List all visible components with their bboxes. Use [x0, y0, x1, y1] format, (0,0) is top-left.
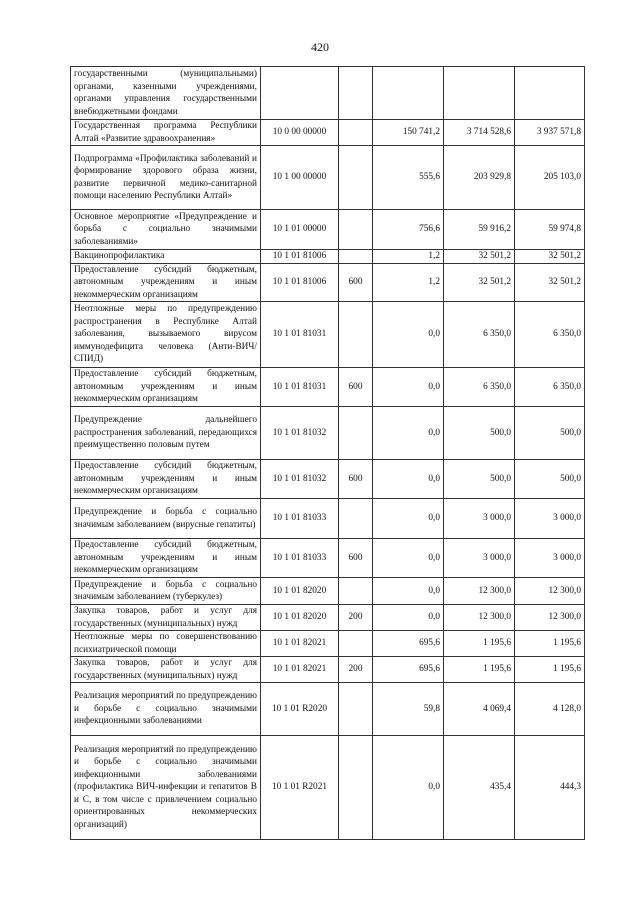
row-value-3: 32 501,2	[515, 250, 585, 264]
row-name: Предоставление субсидий бюджетным, автономным учреждениям и иным некоммерческим организациям	[71, 539, 261, 578]
row-name: Предоставление субсидий бюджетным, автономным учреждениям и иным некоммерческим организациям	[71, 263, 261, 302]
row-value-2: 203 929,8	[444, 146, 515, 210]
table-row	[71, 407, 585, 460]
row-value-1: 0,0	[373, 368, 444, 407]
row-code: 10 0 00 00000	[261, 120, 339, 146]
page-number: 420	[311, 40, 329, 54]
row-name: Неотложные меры по совершенствованию психиатрической помощи	[71, 631, 261, 657]
table-row	[71, 120, 585, 146]
row-value-1: 555,6	[373, 146, 444, 210]
row-type	[339, 499, 373, 539]
row-code: 10 1 01 81006	[261, 263, 339, 302]
row-name: Реализация мероприятий по предупреждению и борьбе с социально значимыми инфекционными заболеваниями	[71, 683, 261, 736]
table-row	[71, 146, 585, 210]
row-name: Предупреждение дальнейшего распространения заболеваний, передающихся преимущественно половым путем	[71, 407, 261, 460]
row-code: 10 1 01 82020	[261, 578, 339, 605]
row-value-2: 6 350,0	[444, 302, 515, 368]
table-row	[71, 460, 585, 499]
row-name: Реализация мероприятий по предупреждению и борьбе с социально значимыми инфекционными заболеваниями (профилактика ВИЧ-инфекции и гепатитов B и C, в том числе с привлечением социально ориентированных некоммерческих организаций)	[71, 736, 261, 840]
row-value-1: 150 741,2	[373, 120, 444, 146]
row-code	[261, 67, 339, 120]
row-value-3: 12 300,0	[515, 605, 585, 631]
row-value-3: 12 300,0	[515, 578, 585, 605]
row-value-1: 695,6	[373, 657, 444, 683]
row-code: 10 1 01 81032	[261, 460, 339, 499]
row-type: 600	[339, 263, 373, 302]
row-name: Подпрограмма «Профилактика заболеваний и формирование здорового образа жизни, развитие первичной медико-санитарной помощи населению Республики Алтай»	[71, 146, 261, 210]
row-code: 10 1 01 82020	[261, 605, 339, 631]
table-row	[71, 250, 585, 264]
row-code: 10 1 01 81031	[261, 302, 339, 368]
row-value-3: 1 195,6	[515, 631, 585, 657]
table-row	[71, 605, 585, 631]
row-type: 200	[339, 605, 373, 631]
row-value-2: 4 069,4	[444, 683, 515, 736]
row-value-3: 3 937 571,8	[515, 120, 585, 146]
row-type	[339, 578, 373, 605]
row-value-2: 3 714 528,6	[444, 120, 515, 146]
row-value-2: 3 000,0	[444, 539, 515, 578]
row-value-2: 435,4	[444, 736, 515, 840]
table-row	[71, 210, 585, 250]
row-value-2: 59 916,2	[444, 210, 515, 250]
row-value-1: 0,0	[373, 605, 444, 631]
row-name: Основное мероприятие «Предупреждение и борьба с социально значимыми заболеваниями»	[71, 210, 261, 250]
row-value-1: 1,2	[373, 263, 444, 302]
row-value-2: 32 501,2	[444, 250, 515, 264]
row-value-3: 4 128,0	[515, 683, 585, 736]
row-type	[339, 250, 373, 264]
row-value-2: 12 300,0	[444, 578, 515, 605]
row-value-3: 205 103,0	[515, 146, 585, 210]
row-code: 10 1 01 81031	[261, 368, 339, 407]
row-code: 10 1 01 00000	[261, 210, 339, 250]
row-name: Предупреждение и борьба с социально значимым заболеванием (туберкулез)	[71, 578, 261, 605]
row-type: 600	[339, 368, 373, 407]
row-type: 600	[339, 460, 373, 499]
row-value-3: 3 000,0	[515, 539, 585, 578]
row-value-3: 444,3	[515, 736, 585, 840]
row-name: Предупреждение и борьба с социально значимым заболеванием (вирусные гепатиты)	[71, 499, 261, 539]
row-code: 10 1 01 R2021	[261, 736, 339, 840]
row-name: Государственная программа Республики Алтай «Развитие здравоохранения»	[71, 120, 261, 146]
row-value-1: 1,2	[373, 250, 444, 264]
row-value-3: 32 501,2	[515, 263, 585, 302]
table-row	[71, 263, 585, 302]
row-value-1: 0,0	[373, 736, 444, 840]
row-name: Закупка товаров, работ и услуг для государственных (муниципальных) нужд	[71, 605, 261, 631]
row-value-3: 500,0	[515, 407, 585, 460]
row-value-3: 6 350,0	[515, 368, 585, 407]
row-value-2: 500,0	[444, 407, 515, 460]
row-value-2: 6 350,0	[444, 368, 515, 407]
row-code: 10 1 01 81032	[261, 407, 339, 460]
row-value-1: 0,0	[373, 302, 444, 368]
row-value-3	[515, 67, 585, 120]
row-name: Закупка товаров, работ и услуг для государственных (муниципальных) нужд	[71, 657, 261, 683]
row-value-1: 695,6	[373, 631, 444, 657]
row-value-1: 0,0	[373, 539, 444, 578]
row-name: Вакцинопрофилактика	[71, 250, 261, 264]
row-value-1: 756,6	[373, 210, 444, 250]
row-code: 10 1 01 82021	[261, 657, 339, 683]
row-code: 10 1 01 R2020	[261, 683, 339, 736]
row-type	[339, 146, 373, 210]
row-value-1	[373, 67, 444, 120]
row-code: 10 1 01 82021	[261, 631, 339, 657]
table-row	[71, 657, 585, 683]
row-code: 10 1 01 81033	[261, 539, 339, 578]
row-type	[339, 736, 373, 840]
row-value-1: 0,0	[373, 578, 444, 605]
row-name: государственными (муниципальными) органами, казенными учреждениями, органами управления государственными внебюджетными фондами	[71, 67, 261, 120]
row-value-1: 0,0	[373, 499, 444, 539]
row-value-2: 1 195,6	[444, 657, 515, 683]
row-name: Предоставление субсидий бюджетным, автономным учреждениям и иным некоммерческим организациям	[71, 460, 261, 499]
table-row	[71, 736, 585, 840]
row-value-2: 500,0	[444, 460, 515, 499]
row-name: Неотложные меры по предупреждению распространения в Республике Алтай заболевания, вызываемого вирусом иммунодефицита человека (Анти-ВИЧ/СПИД)	[71, 302, 261, 368]
row-type: 600	[339, 539, 373, 578]
row-value-3: 59 974,8	[515, 210, 585, 250]
row-type	[339, 67, 373, 120]
row-type	[339, 302, 373, 368]
table-body	[71, 67, 585, 840]
row-type: 200	[339, 657, 373, 683]
table-row	[71, 302, 585, 368]
row-type	[339, 407, 373, 460]
row-value-3: 1 195,6	[515, 657, 585, 683]
row-value-1: 0,0	[373, 407, 444, 460]
row-value-2: 12 300,0	[444, 605, 515, 631]
row-value-3: 500,0	[515, 460, 585, 499]
table-row	[71, 368, 585, 407]
row-value-1: 0,0	[373, 460, 444, 499]
row-value-2: 3 000,0	[444, 499, 515, 539]
row-value-2: 32 501,2	[444, 263, 515, 302]
row-type	[339, 683, 373, 736]
row-type	[339, 120, 373, 146]
table-row	[71, 67, 585, 120]
table-row	[71, 683, 585, 736]
row-code: 10 1 00 00000	[261, 146, 339, 210]
row-type	[339, 210, 373, 250]
budget-table	[70, 66, 585, 840]
table-row	[71, 631, 585, 657]
row-name: Предоставление субсидий бюджетным, автономным учреждениям и иным некоммерческим организациям	[71, 368, 261, 407]
table-row	[71, 539, 585, 578]
row-value-2	[444, 67, 515, 120]
row-value-3: 3 000,0	[515, 499, 585, 539]
row-type	[339, 631, 373, 657]
row-code: 10 1 01 81006	[261, 250, 339, 264]
row-value-2: 1 195,6	[444, 631, 515, 657]
row-code: 10 1 01 81033	[261, 499, 339, 539]
table-row	[71, 499, 585, 539]
row-value-1: 59,8	[373, 683, 444, 736]
table-row	[71, 578, 585, 605]
row-value-3: 6 350,0	[515, 302, 585, 368]
